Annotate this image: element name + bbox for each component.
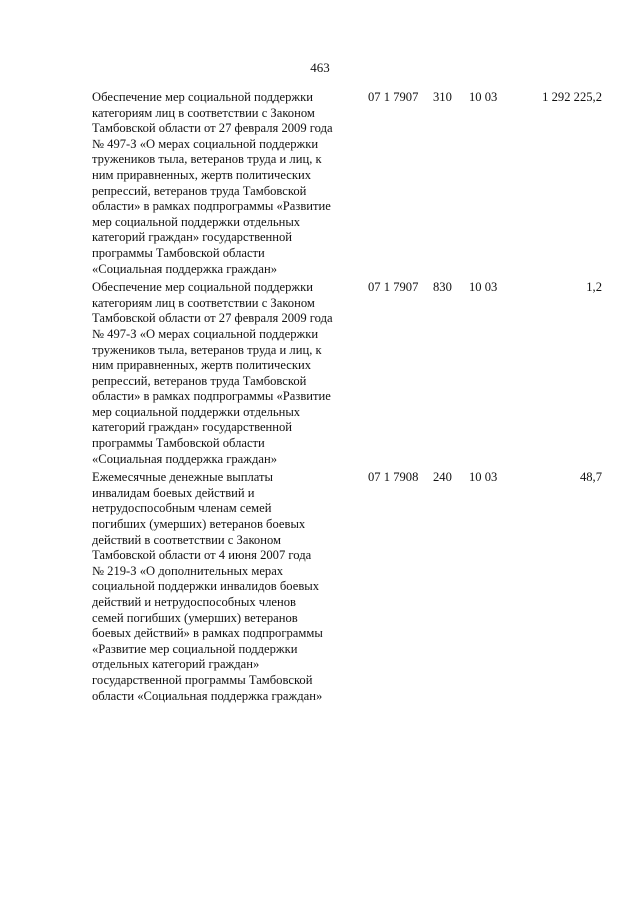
target-article-code: 07 1 7907	[368, 90, 419, 104]
target-article-code: 07 1 7907	[368, 280, 419, 295]
row-description: Ежемесячные денежные выплаты инвалидам боевых действий и нетрудоспособным членам семей погибших (умерших) ветеранов боевых действий в соответствии с Законом Тамбовской области от 4 июня 2007 года № 219-З «О дополнительных мерах социальной поддержки инвалидов боевых действий и нетрудоспособных членов семей погибших (умерших) ветеранов боевых действий» в рамках подпрограммы «Развитие мер социальной поддержки отдельных категорий граждан» государственной программы Тамбовской области «Социальная поддержка граждан»	[92, 470, 323, 703]
budget-table	[92, 90, 602, 704]
amount: 48,7	[579, 470, 602, 485]
target-article-code: 07 1 7908	[368, 470, 419, 485]
page-number: 463	[310, 60, 330, 75]
table-row	[92, 280, 602, 467]
row-description: Обеспечение мер социальной поддержки категориям лиц в соответствии с Законом Тамбовской области от 27 февраля 2009 года № 497-З «О мерах социальной поддержки тружеников тыла, ветеранов труда и лиц, к ним приравненных, жертв политических репрессий, ветеранов труда Тамбовской области» в рамках подпрограммы «Развитие мер социальной поддержки отдельных категорий граждан» государственной программы Тамбовской области «Социальная поддержка граждан»	[92, 280, 333, 466]
expense-type-code: 830	[433, 280, 452, 295]
section-subsection-code: 10 03	[469, 470, 498, 485]
amount: 1 292 225,2	[542, 90, 602, 104]
section-subsection-code: 10 03	[469, 90, 498, 104]
section-subsection-code: 10 03	[469, 280, 498, 295]
row-description: Обеспечение мер социальной поддержки категориям лиц в соответствии с Законом Тамбовской области от 27 февраля 2009 года № 497-З «О мерах социальной поддержки тружеников тыла, ветеранов труда и лиц, к ним приравненных, жертв политических репрессий, ветеранов труда Тамбовской области» в рамках подпрограммы «Развитие мер социальной поддержки отдельных категорий граждан» государственной программы Тамбовской области «Социальная поддержка граждан»	[92, 90, 333, 276]
table-row	[92, 470, 602, 704]
table-row	[92, 90, 602, 277]
expense-type-code: 310	[433, 90, 452, 104]
expense-type-code: 240	[433, 470, 452, 485]
amount: 1,2	[586, 280, 602, 295]
